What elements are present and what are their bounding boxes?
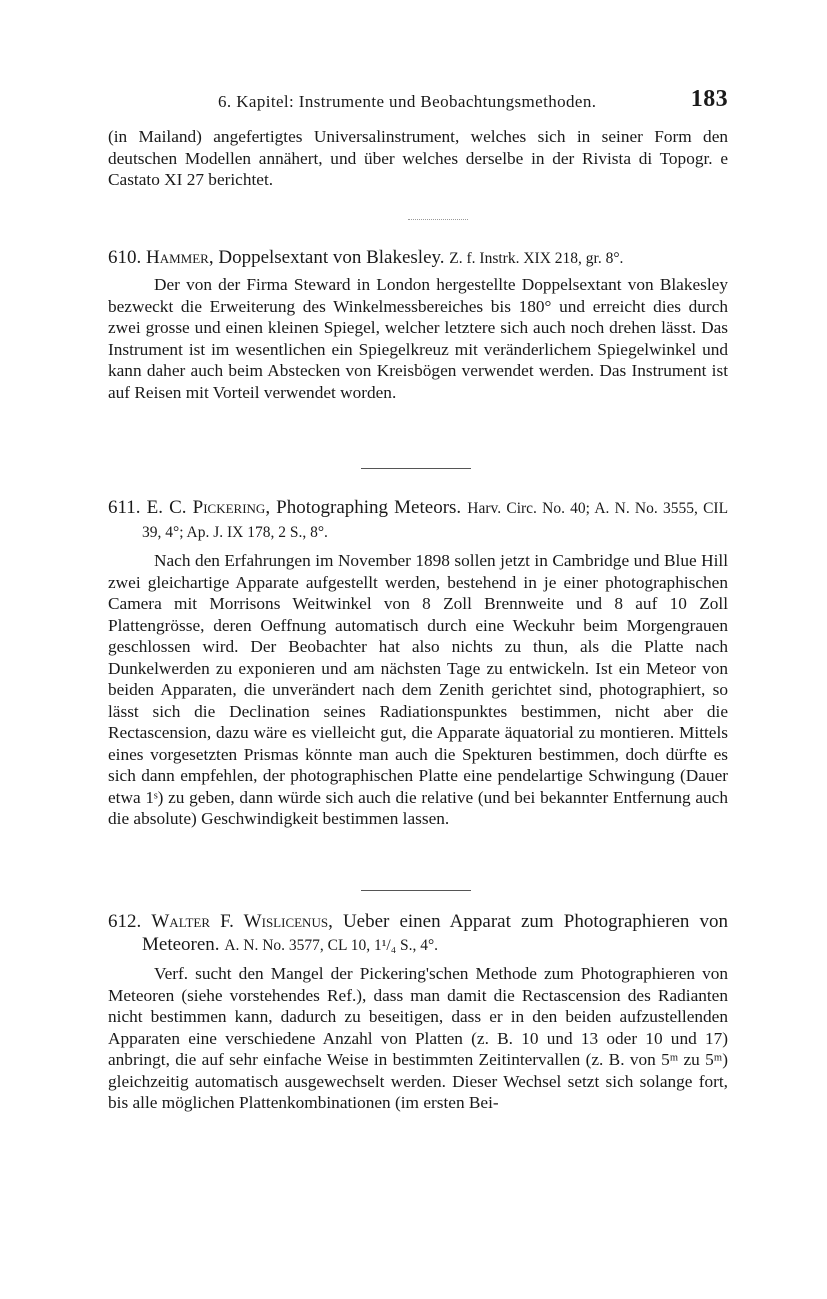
- entry-abstract: Nach den Erfahrungen im November 1898 sollen jetzt in Cambridge und Blue Hill zwei gleichartige Apparate aufgestellt werden, bestehend in je einer photographischen Camera mit Morrisons Weitwinkel von 8 Zoll Brennweite und 8 auf 10 Zoll Plattengrösse, deren Oeffnung automatisch durch eine Weckuhr beim Morgengrauen geschlossen wird. Der Beobachter hat also nichts zu thun, als die Platte nach Dunkelwerden zu exponieren und am nächsten Tage zu entwickeln. Ist ein Meteor von beiden Apparaten, die unverändert nach dem Zenith gerichtet sind, photographiert, so lässt sich die Declination seines Radiationspunktes bestimmen, nicht aber die Rectascension, dazu wäre es vielleicht gut, die Apparate äquatorial zu montieren. Mittels eines vorgesetzten Prismas könnte man auch die Spekturen bestimmen, doch dürfte es sich dann empfehlen, der photographischen Platte eine pendelartige Schwingung (Dauer etwa 1ˢ) zu geben, dann würde sich auch die relative (und bei bekannter Entfernung auch die absolute) Geschwindigkeit bestimmen lassen.: [108, 551, 728, 828]
- entry-author: Hammer: [146, 247, 209, 268]
- entry-author: Walter F. Wislicenus: [151, 911, 329, 932]
- section-divider: [408, 219, 468, 220]
- entry-611: [108, 496, 728, 830]
- entry-title: Doppelsextant von Blakesley.: [218, 247, 445, 268]
- entry-heading: 612. Walter F. Wislicenus, Ueber einen Apparat zum Photographieren von Meteoren. A. N. No. 3577, CL 10, 1¹/₄ S., 4°.: [108, 911, 729, 955]
- running-header: [108, 86, 728, 116]
- entry-source: Harv. Circ. No. 40; A. N. No. 3555, CIL 39, 4°; Ap. J. IX 178, 2 S., 8°.: [142, 500, 729, 541]
- entry-number: 611.: [108, 497, 141, 518]
- entry-610: [108, 246, 728, 403]
- entry-source: Z. f. Instrk. XIX 218, gr. 8°.: [449, 250, 624, 267]
- section-divider: [361, 890, 471, 891]
- entry-author: E. C. Pickering: [146, 497, 266, 518]
- section-divider: [361, 468, 471, 469]
- entry-heading: 610. Hammer, Doppelsextant von Blakesley. Z. f. Instrk. XIX 218, gr. 8°.: [108, 247, 624, 268]
- entry-612: [108, 910, 728, 1114]
- entry-abstract: Der von der Firma Steward in London hergestellte Doppelsextant von Blakesley bezweckt die Erweiterung des Winkelmessbereiches bis 180° und erreicht dies durch zwei grosse und einen kleinen Spiegel, welcher letztere sich auch noch drehen lässt. Das Instrument ist im wesentlichen ein Spiegelkreuz mit veränderlichem Spiegelwinkel und kann daher auch beim Abstecken von Kreisbögen verwendet werden. Das Instrument ist auf Reisen mit Vorteil verwendet worden.: [108, 275, 728, 402]
- page: [108, 86, 729, 1112]
- page-number: 183: [690, 86, 728, 112]
- entry-source: A. N. No. 3577, CL 10, 1¹/₄ S., 4°.: [224, 937, 439, 954]
- continuation-paragraph: (in Mailand) angefertigtes Universalinstrument, welches sich in seiner Form den deutschen Modellen annähert, und über welches derselbe in der Rivista di Topogr. e Castato XI 27 berichtet.: [108, 127, 728, 189]
- entry-title: Ueber einen Apparat zum Photographieren von Meteoren.: [142, 911, 729, 955]
- entry-abstract: Verf. sucht den Mangel der Pickering'schen Methode zum Photographieren von Meteoren (siehe vorstehendes Ref.), dass man damit die Rectascension des Radianten nicht bestimmen kann, dadurch zu beseitigen, dass er in den beiden aufzustellenden Apparaten eine verschiedene Anzahl von Platten (z. B. 10 und 13 oder 10 und 17) anbringt, die auf sehr einfache Weise in bestimmten Zeitintervallen (z. B. von 5ᵐ zu 5ᵐ) gleichzeitig automatisch ausgewechselt werden. Dieser Wechsel setzt sich solange fort, bis alle möglichen Plattenkombinationen (im ersten Bei-: [108, 964, 728, 1112]
- entry-heading: 611. E. C. Pickering, Photographing Meteors. Harv. Circ. No. 40; A. N. No. 3555, CIL 39, 4°; Ap. J. IX 178, 2 S., 8°.: [108, 497, 729, 541]
- entry-number: 612.: [108, 911, 142, 932]
- entry-title: Photographing Meteors.: [276, 497, 462, 518]
- running-title: 6. Kapitel: Instrumente und Beobachtungsmethoden.: [218, 92, 597, 111]
- entry-number: 610.: [108, 247, 142, 268]
